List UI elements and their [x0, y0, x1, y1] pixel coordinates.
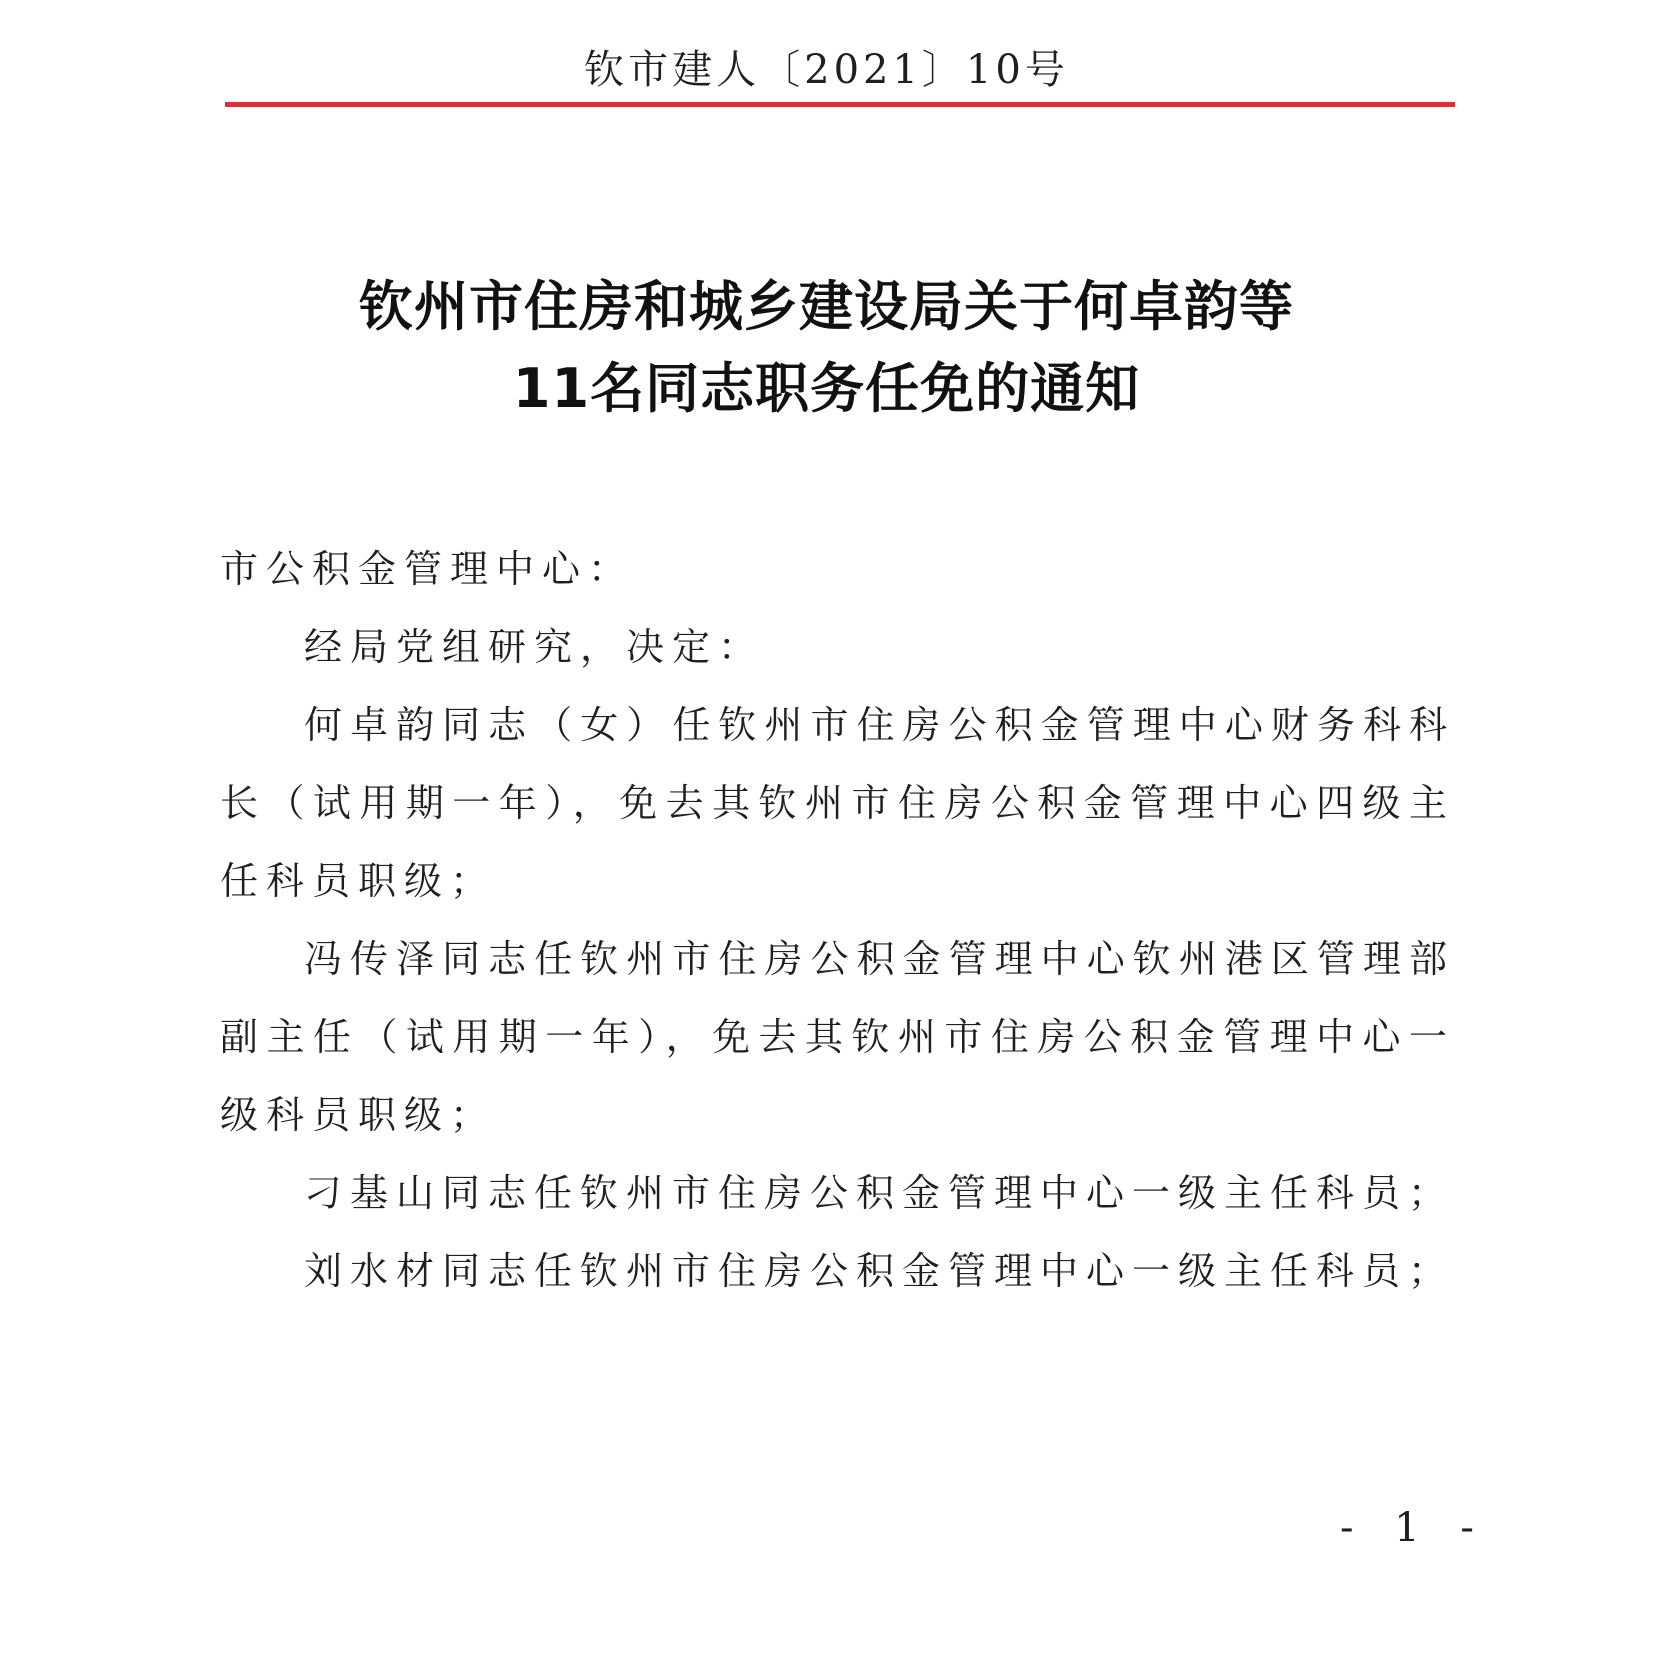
paragraph-decision: 经局党组研究，决定： [304, 625, 765, 669]
red-header-rule [225, 102, 1455, 107]
document-body [220, 530, 1455, 1310]
paragraph-appointment-3: 刁基山同志任钦州市住房公积金管理中心一级主任科员； [304, 1171, 1455, 1215]
recipient: 市公积金管理中心： [220, 547, 635, 591]
page-number: - 1 - [1340, 1505, 1488, 1551]
document-number: 钦市建人〔2021〕10号 [584, 47, 1069, 93]
document-title [0, 266, 1653, 430]
paragraph-appointment-1: 何卓韵同志（女）任钦州市住房公积金管理中心财务科科长（试用期一年），免去其钦州市住房公积金管理中心四级主任科员职级； [220, 703, 1455, 903]
title-line-2: 11名同志职务任免的通知 [512, 357, 1141, 420]
paragraph-appointment-4: 刘水材同志任钦州市住房公积金管理中心一级主任科员； [304, 1249, 1455, 1293]
paragraph-appointment-2: 冯传泽同志任钦州市住房公积金管理中心钦州港区管理部副主任（试用期一年），免去其钦州市住房公积金管理中心一级科员职级； [220, 937, 1455, 1137]
title-line-1: 钦州市住房和城乡建设局关于何卓韵等 [359, 275, 1294, 338]
